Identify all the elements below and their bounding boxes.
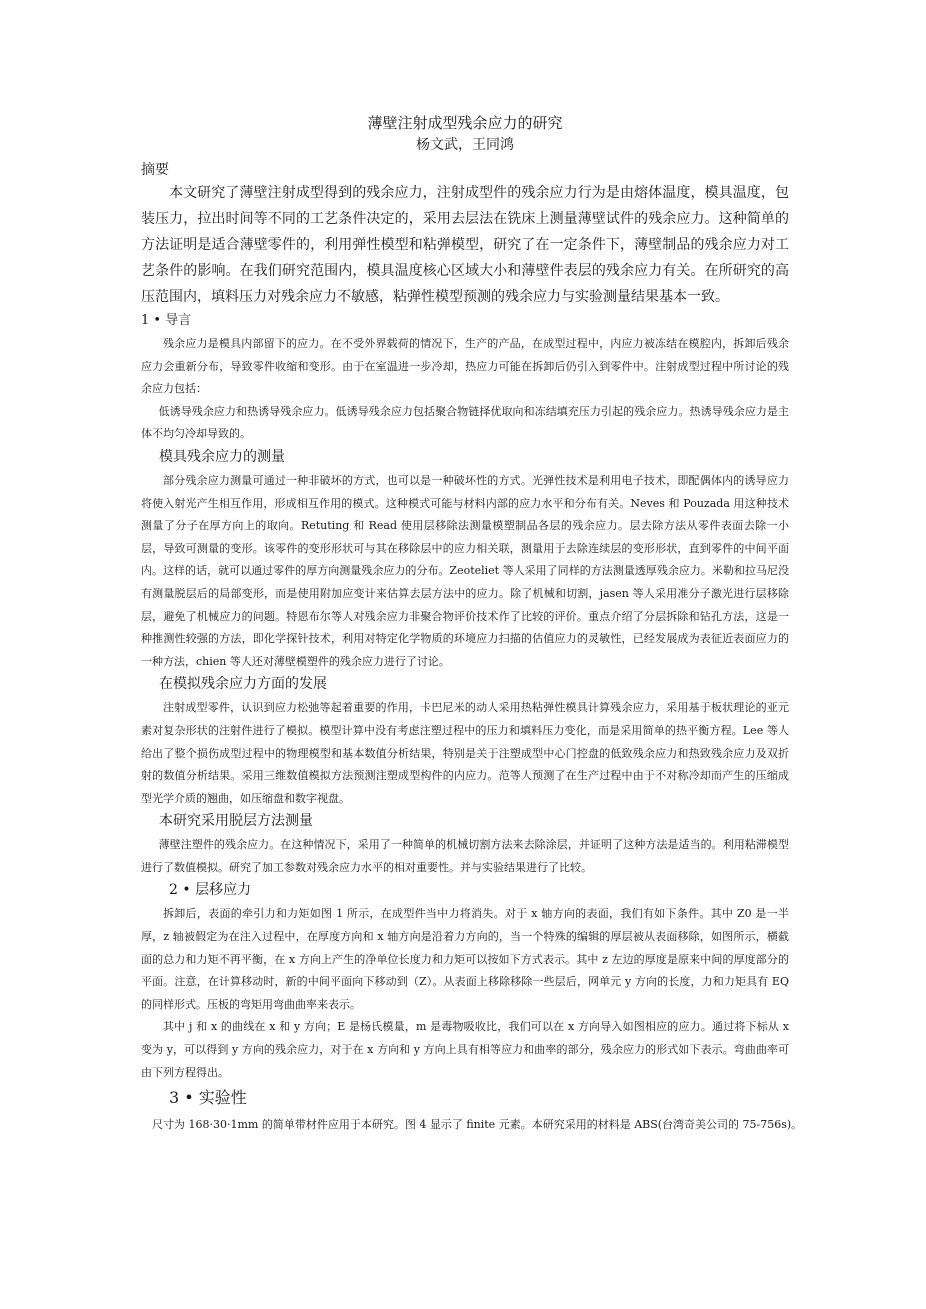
section-2-heading: 2 • 层移应力 <box>169 882 252 899</box>
subsection-measurement-body: 部分残余应力测量可通过一种非破坏的方式，也可以是一种破坏性的方式。光弹性技术是利用电子技术，即配偶体内的诱导应力将使入射光产生相互作用，形成相互作用的模式。这种模式可能与材料内部的应力水平和分布有关。Neves 和 Pouzada 用这种技术测量了分子在厚方向上的取向。Retuting 和 Read 使用层移除法测量模塑制品各层的残余应力。层去除方法从零件表面去除一小层，导致可测量的变形。该零件的变形形状可与其在移除层中的应力相关联，测量用于去除连续层的变形形状，直到零件的中间平面内。这样的话，就可以通过零件的厚方向测量残余应力的分布。Zeoteliet 等人采用了同样的方法测量透厚残余应力。米勒和拉马尼没有测量脱层后的局部变形，而是使用附加应变计来估算去层方法中的应力。除了机械和切割，jasen 等人采用准分子激光进行层移除层，避免了机械应力的问题。特恩布尔等人对残余应力非聚合物评价技术作了比较的评价。重点介绍了分层拆除和钻孔方法，这是一种推测性较强的方法，即化学探针技术，利用对特定化学物质的环境应力扫描的估值应力的灵敏性，已经发展成为表征近表面应力的一种方法，chien 等人还对薄壁模塑件的残余应力进行了讨论。 <box>141 473 789 668</box>
section-1-paragraph-2: 低诱导残余应力和热诱导残余应力。低诱导残余应力包括聚合物链择优取向和冻结填充压力引起的残余应力。热诱导残余应力是主体不均匀冷却导致的。 <box>141 404 789 441</box>
section-3-heading: 3 • 实验性 <box>169 1088 247 1108</box>
subsection-method-body: 薄壁注塑件的残余应力。在这种情况下，采用了一种简单的机械切割方法来去除涂层，并证明了这种方法是适当的。利用粘滞模型进行了数值模拟。研究了加工参数对残余应力水平的相对重要性。并与实验结果进行了比较。 <box>141 838 789 874</box>
abstract-heading: 摘要 <box>141 162 169 178</box>
section-1-heading: 1 • 导言 <box>141 313 192 328</box>
paper-authors: 杨文武，王同鸿 <box>416 137 514 153</box>
subsection-simulation-body: 注射成型零件，认识到应力松弛等起着重要的作用，卡巴尼米的动人采用热粘弹性模具计算残余应力，采用基于板状理论的亚元素对复杂形状的注射件进行了模拟。模型计算中没有考虑注塑过程中的压力和填料压力变化，而是采用简单的热平衡方程。Lee 等人给出了整个损伤成型过程中的物理模型和基本数值分析结果，特别是关于注塑成型中心门控盘的低致残余应力和热致残余应力及双折射的数值分析结果。采用三维数值模拟方法预测注塑成型构件的内应力。范等人预测了在生产过程中由于不对称冷却而产生的压缩成型光学介质的翘曲，如压缩盘和数字视盘。 <box>141 701 789 805</box>
subsection-simulation-heading: 在模拟残余应力方面的发展 <box>159 676 327 693</box>
section-3-paragraph-1: 尺寸为 168·30·1mm 的简单带材件应用于本研究。图 4 显示了 finite 元素。本研究采用的材料是 ABS(台湾奇美公司的 75-756s)。 <box>152 1118 803 1132</box>
paper-title: 薄壁注射成型残余应力的研究 <box>367 114 563 132</box>
paper-page <box>141 112 803 1136</box>
section-2-paragraph-1: 拆卸后，表面的牵引力和力矩如图 1 所示，在成型件当中力将消失。对于 x 轴方向的表面，我们有如下条件。其中 Z0 是一半厚，z 轴被假定为在注入过程中，在厚度方向和 x 轴方向是沿着力方向的，当一个特殊的编辑的厚层被从表面移除，如图所示，横截面的总力和力矩不再平衡，在 x 方向上产生的净单位长度力和力矩可以按如下方式表示。其中 z 左边的厚度是原来中间的厚度部分的平面。注意，在计算移动时，新的中间平面向下移动到（Z）。从表面上移除移除一些层后，网单元 y 方向的长度，力和力矩具有 EQ 的同样形式。压板的弯矩用弯曲曲率来表示。 <box>141 907 789 1011</box>
subsection-measurement-heading: 模具残余应力的测量 <box>159 448 285 465</box>
subsection-method-heading: 本研究采用脱层方法测量 <box>159 813 313 830</box>
section-1-paragraph-1: 残余应力是模具内部留下的应力。在不受外界载荷的情况下，生产的产品，在成型过程中，内应力被冻结在模腔内，拆卸后残余应力会重新分布，导致零件收缩和变形。由于在室温进一步冷却，热应力可能在拆卸后仍引入到零件中。注射成型过程中所讨论的残余应力包括： <box>141 337 789 396</box>
section-2-paragraph-2: 其中 j 和 x 的曲线在 x 和 y 方向；E 是杨氏模量，m 是毒物吸收比，我们可以在 x 方向导入如图相应的应力。通过将下标从 x 变为 y，可以得到 y 方向的残余应力，对于在 x 方向和 y 方向上具有相等应力和曲率的部分，残余应力的形式如下表示。弯曲曲率可由下列方程得出。 <box>141 1020 789 1079</box>
abstract-body: 本文研究了薄壁注射成型得到的残余应力，注射成型件的残余应力行为是由熔体温度，模具温度，包装压力，拉出时间等不同的工艺条件决定的，采用去层法在铣床上测量薄壁试件的残余应力。这种简单的方法证明是适合薄壁零件的，利用弹性模型和粘弹模型，研究了在一定条件下，薄壁制品的残余应力对工艺条件的影响。在我们研究范围内，模具温度核心区域大小和薄壁件表层的残余应力有关。在所研究的高压范围内，填料压力对残余应力不敏感，粘弹性模型预测的残余应力与实验测量结果基本一致。 <box>141 185 789 305</box>
